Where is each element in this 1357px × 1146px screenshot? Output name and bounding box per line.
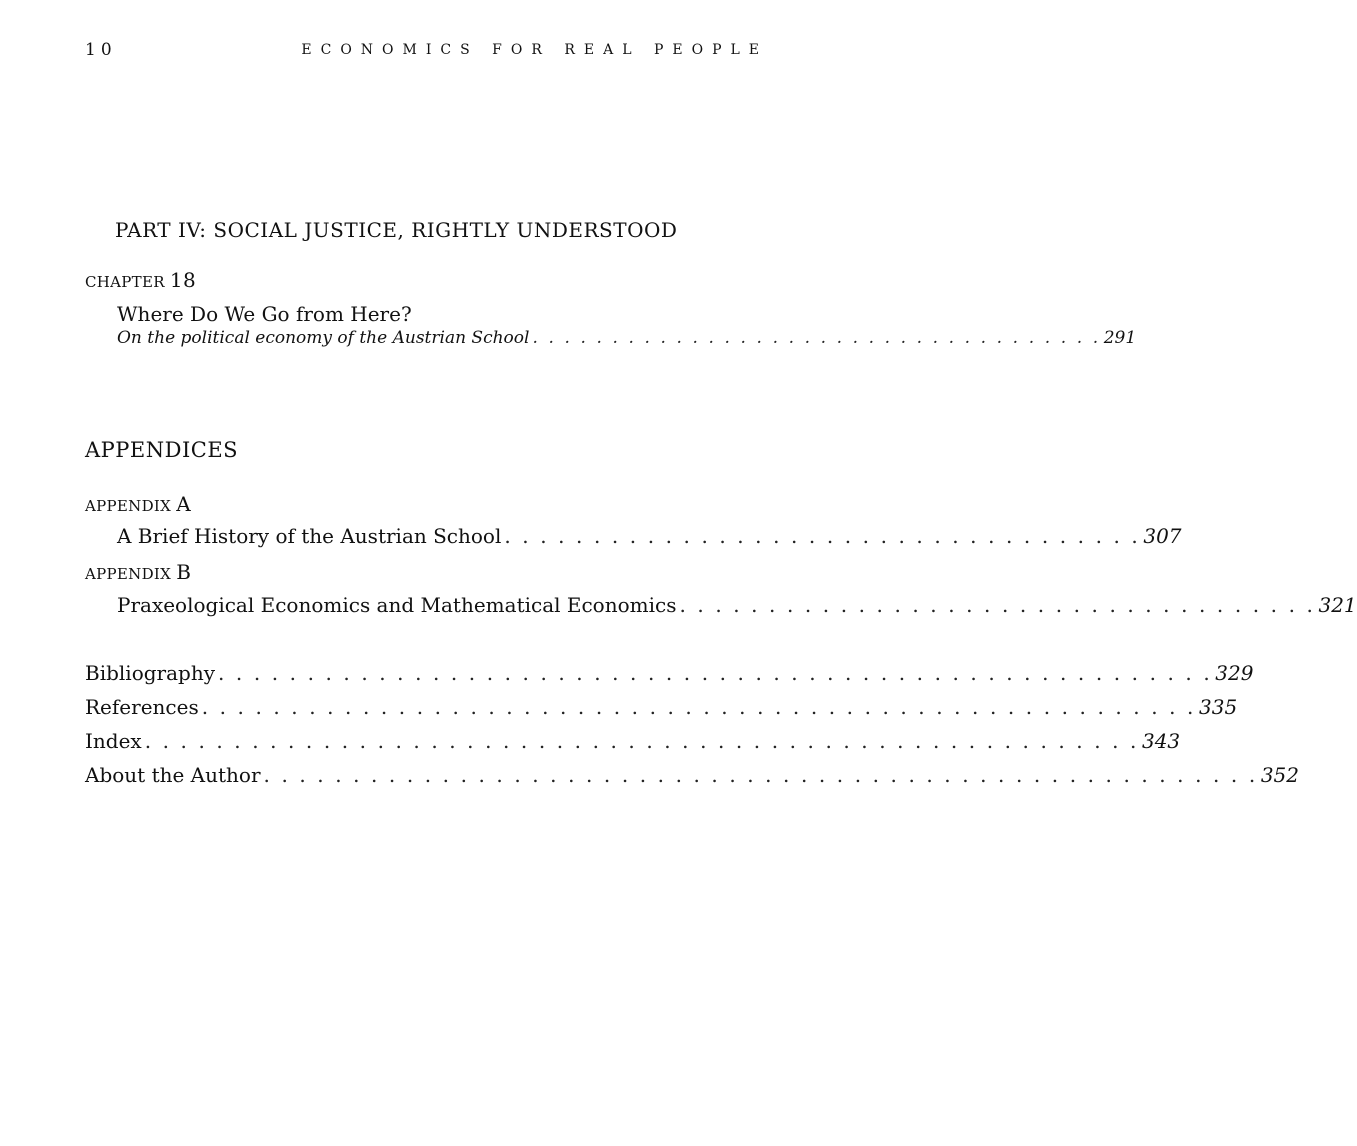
backmatter-title: About the Author — [85, 763, 261, 787]
backmatter-page: 329 — [1215, 661, 1254, 685]
chapter-title: Where Do We Go from Here? — [117, 302, 412, 326]
page-number: 10 — [85, 40, 117, 60]
backmatter-entry-about-author[interactable] — [85, 763, 1299, 787]
appendix-b-entry[interactable] — [117, 593, 1357, 617]
appendix-a-entry[interactable] — [117, 524, 1182, 548]
appendix-label-text: APPENDIX — [85, 565, 172, 583]
appendix-label-text: APPENDIX — [85, 497, 172, 515]
part-title: PART IV: SOCIAL JUSTICE, RIGHTLY UNDERSTOOD — [115, 218, 678, 242]
backmatter-page: 352 — [1260, 763, 1299, 787]
backmatter-title: Index — [85, 729, 142, 753]
appendix-letter: A — [176, 492, 191, 516]
backmatter-entry-index[interactable] — [85, 729, 1181, 753]
backmatter-entry-bibliography[interactable] — [85, 661, 1254, 685]
backmatter-page: 335 — [1199, 695, 1238, 719]
chapter-label-text: CHAPTER — [85, 273, 165, 291]
chapter-subtitle-entry[interactable] — [117, 328, 1137, 348]
leader-dots: . . . . . . . . . . . . . . . . . . . . . . . . . . . . . . . . . . . . — [679, 593, 1316, 617]
running-head: ECONOMICS FOR REAL PEOPLE — [301, 42, 768, 58]
leader-dots: . . . . . . . . . . . . . . . . . . . . . . . . . . . . . . . . . . . . — [532, 328, 1101, 348]
appendix-a-label — [85, 492, 191, 516]
chapter-number: 18 — [169, 268, 196, 292]
leader-dots: . . . . . . . . . . . . . . . . . . . . . . . . . . . . . . . . . . . . . . . . . . . . . . . . . . . . . . . . — [201, 695, 1196, 719]
appendix-b-page: 321 — [1318, 593, 1357, 617]
leader-dots: . . . . . . . . . . . . . . . . . . . . . . . . . . . . . . . . . . . . . . . . . . . . . . . . . . . . . . . . — [263, 763, 1258, 787]
appendix-a-title: A Brief History of the Austrian School — [117, 524, 502, 548]
appendices-heading: APPENDICES — [85, 438, 239, 462]
backmatter-title: Bibliography — [85, 661, 215, 685]
backmatter-title: References — [85, 695, 199, 719]
leader-dots: . . . . . . . . . . . . . . . . . . . . . . . . . . . . . . . . . . . . . . . . . . . . . . . . . . . . . . . . — [144, 729, 1139, 753]
backmatter-page: 343 — [1141, 729, 1181, 753]
chapter-label — [85, 268, 196, 292]
appendix-b-label — [85, 560, 191, 584]
appendix-b-title: Praxeological Economics and Mathematical Economics — [117, 593, 677, 617]
appendix-letter: B — [176, 560, 192, 584]
appendix-a-page: 307 — [1143, 524, 1182, 548]
leader-dots: . . . . . . . . . . . . . . . . . . . . . . . . . . . . . . . . . . . . — [504, 524, 1141, 548]
chapter-page: 291 — [1103, 328, 1137, 348]
chapter-subtitle: On the political economy of the Austrian School — [117, 328, 530, 348]
leader-dots: . . . . . . . . . . . . . . . . . . . . . . . . . . . . . . . . . . . . . . . . . . . . . . . . . . . . . . . . — [218, 661, 1213, 685]
backmatter-entry-references[interactable] — [85, 695, 1238, 719]
